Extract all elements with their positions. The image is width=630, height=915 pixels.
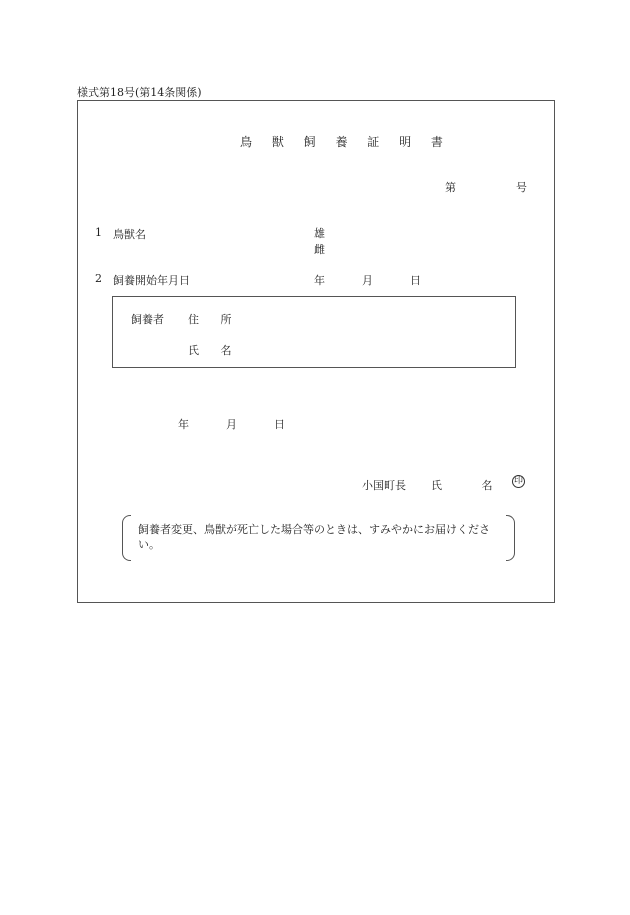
start-month-unit: 月 [362, 274, 373, 287]
start-year-unit: 年 [314, 274, 325, 287]
sex-female-option: 雌 [314, 243, 325, 256]
form-number-label: 様式第18号(第14条関係) [77, 86, 202, 99]
owner-address-label: 住 所 [188, 313, 232, 326]
issue-month-unit: 月 [226, 418, 237, 431]
start-day-unit: 日 [410, 274, 421, 287]
issue-year-unit: 年 [178, 418, 189, 431]
issue-day-unit: 日 [274, 418, 285, 431]
certificate-number-suffix: 号 [516, 181, 527, 194]
owner-label: 飼養者 [131, 313, 164, 326]
notice-box [122, 515, 515, 561]
notice-text: 飼養者変更、鳥獣が死亡した場合等のときは、すみやかにお届けください。 [138, 523, 490, 551]
owner-info-box [112, 296, 516, 368]
sex-male-option: 雄 [314, 227, 325, 240]
start-date-label: 飼養開始年月日 [113, 274, 190, 287]
item-1-number: 1 [95, 226, 102, 239]
left-bracket [122, 515, 131, 561]
issuer-name-label: 氏 名 [431, 479, 493, 492]
seal-icon: 印 [513, 476, 523, 486]
item-2-number: 2 [95, 272, 102, 285]
document-title: 鳥 獣 飼 養 証 明 書 [240, 135, 451, 149]
owner-name-label: 氏 名 [188, 344, 232, 357]
animal-name-label: 鳥獣名 [113, 228, 146, 241]
certificate-number-prefix: 第 [445, 181, 456, 194]
issuer-title: 小国町長 [362, 479, 406, 492]
